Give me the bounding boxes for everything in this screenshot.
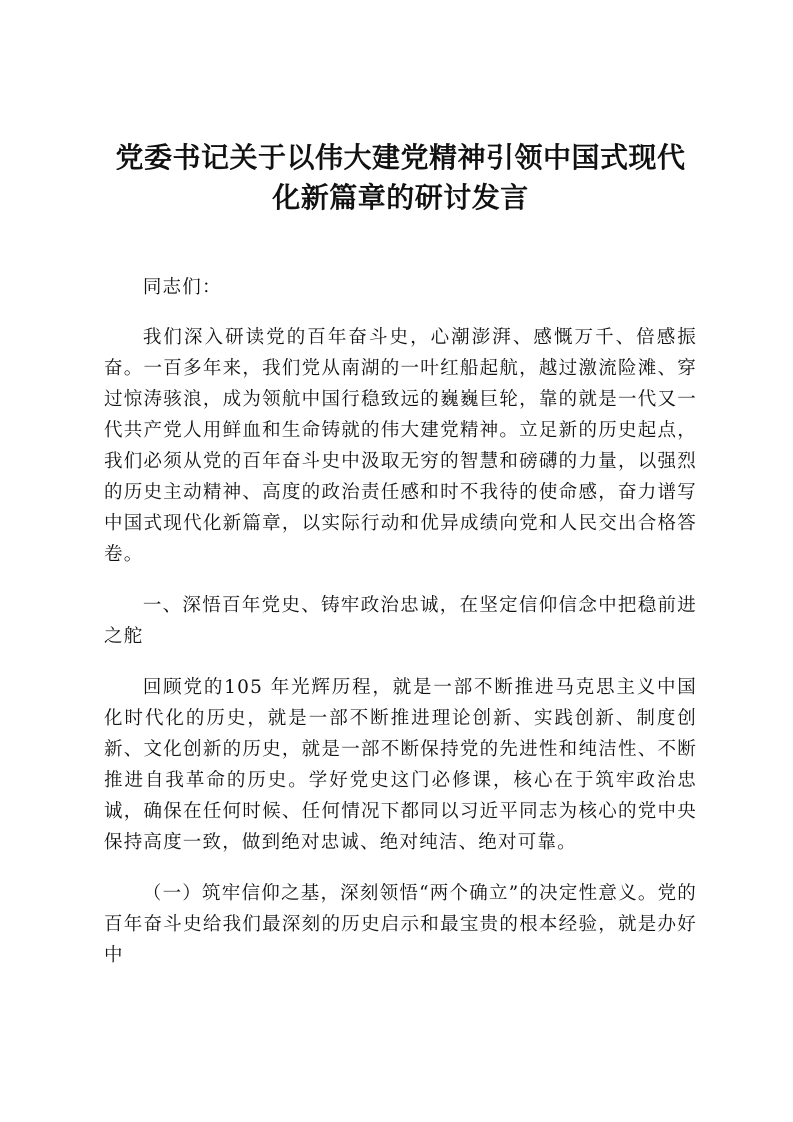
title-line-1: 党委书记关于以伟大建党精神引领中国式现代 <box>115 141 686 174</box>
salutation: 同志们： <box>142 277 222 298</box>
title-line-2: 化新篇章的研讨发言 <box>272 181 529 214</box>
document-body <box>104 272 697 971</box>
document-title <box>104 138 697 218</box>
paragraph-intro: 我们深入研读党的百年奋斗史，心潮澎湃、感慨万千、倍感振奋。一百多年来，我们党从南湖的一叶红船起航，越过激流险滩、穿过惊涛骇浪，成为领航中国行稳致远的巍巍巨轮，靠的就是一代又一代共产党人用鲜血和生命铸就的伟大建党精神。立足新的历史起点，我们必须从党的百年奋斗史中汲取无穷的智慧和磅礴的力量，以强烈的历史主动精神、高度的政治责任感和时不我待的使命感，奋力谱写中国式现代化新篇章，以实际行动和优异成绩向党和人民交出合格答卷。 <box>104 327 697 565</box>
paragraph-section-1: 回顾党的105 年光辉历程，就是一部不断推进马克思主义中国化时代化的历史，就是一部不断推进理论创新、实践创新、制度创新、文化创新的历史，就是一部不断保持党的先进性和纯洁性、不断推进自我革命的历史。学好党史这门必修课，核心在于筑牢政治忠诚，确保在任何时候、任何情况下都同以习近平同志为核心的党中央保持高度一致，做到绝对忠诚、绝对纯洁、绝对可靠。 <box>104 677 697 853</box>
subsection-heading-1: （一）筑牢信仰之基，深刻领悟“两个确立”的决定性意义。党的百年奋斗史给我们最深刻的历史启示和最宝贵的根本经验，就是办好中 <box>104 883 697 966</box>
section-heading-1: 一、深悟百年党史、铸牢政治忠诚，在坚定信仰信念中把稳前进之舵 <box>104 595 697 647</box>
